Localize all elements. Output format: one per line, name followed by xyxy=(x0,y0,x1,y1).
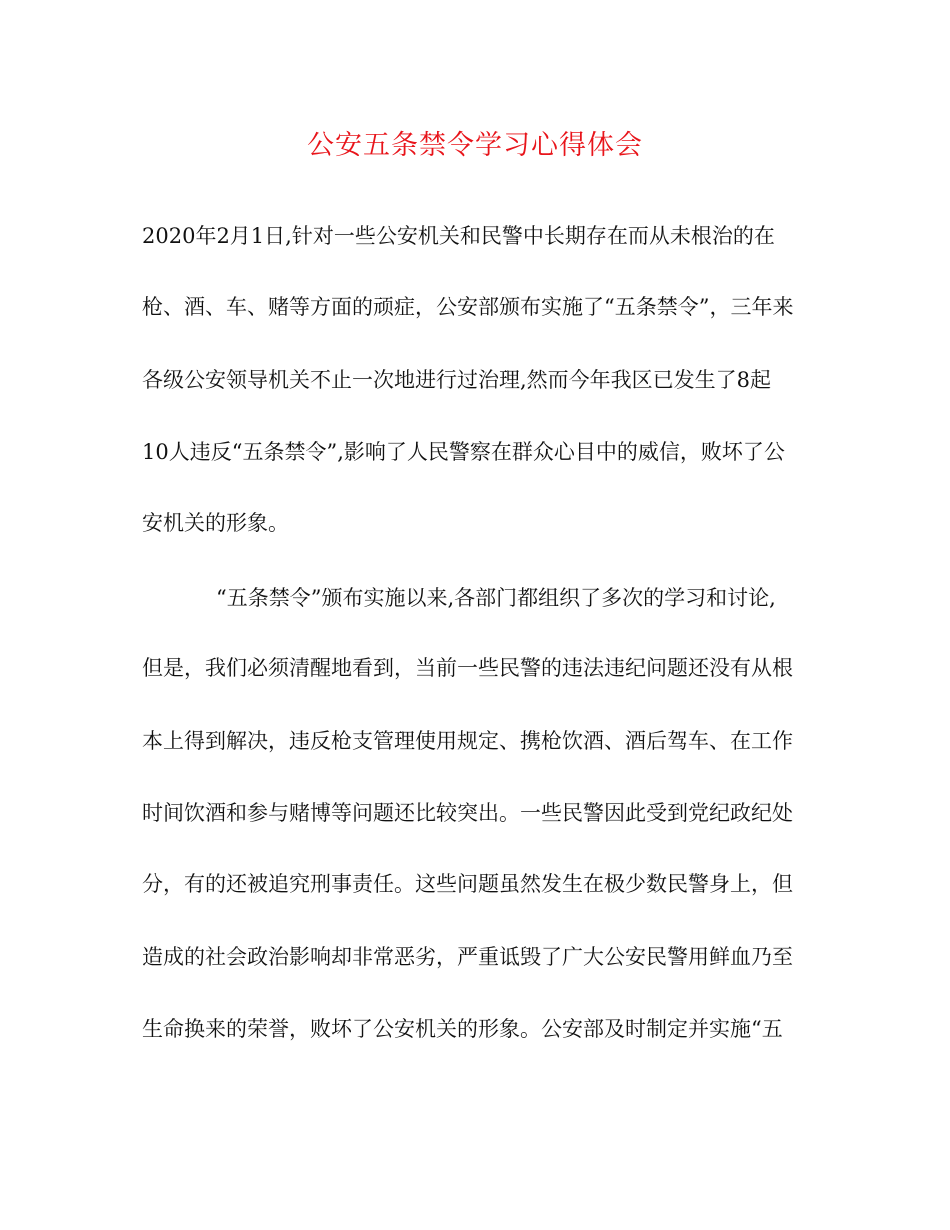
body-line: 生命换来的荣誉，败坏了公安机关的形象。公安部及时制定并实施“五 xyxy=(142,1017,783,1041)
body-line: 枪、酒、车、赌等方面的顽症，公安部颁布实施了“五条禁令”，三年来 xyxy=(142,295,794,319)
document-title: 公安五条禁令学习心得体会 xyxy=(307,130,643,161)
body-line: 时间饮酒和参与赌博等问题还比较突出。一些民警因此受到党纪政纪处 xyxy=(142,801,793,825)
body-line: 分，有的还被追究刑事责任。这些问题虽然发生在极少数民警身上，但 xyxy=(142,872,793,896)
body-line: 本上得到解决，违反枪支管理使用规定、携枪饮酒、酒后驾车、在工作 xyxy=(142,729,793,753)
body-line: 10人违反“五条禁令”,影响了人民警察在群众心目中的威信，败坏了公 xyxy=(142,440,785,464)
body-line: 但是，我们必须清醒地看到，当前一些民警的违法违纪问题还没有从根 xyxy=(142,656,793,680)
body-line: 安机关的形象。 xyxy=(142,511,289,535)
body-line: “五条禁令”颁布实施以来,各部门都组织了多次的学习和讨论, xyxy=(216,586,776,610)
body-line: 2020年2月1日,针对一些公安机关和民警中长期存在而从未根治的在 xyxy=(142,224,775,248)
body-line: 各级公安领导机关不止一次地进行过治理,然而今年我区已发生了8起 xyxy=(142,368,772,392)
body-line: 造成的社会政治影响却非常恶劣，严重诋毁了广大公安民警用鲜血乃至 xyxy=(142,945,793,969)
